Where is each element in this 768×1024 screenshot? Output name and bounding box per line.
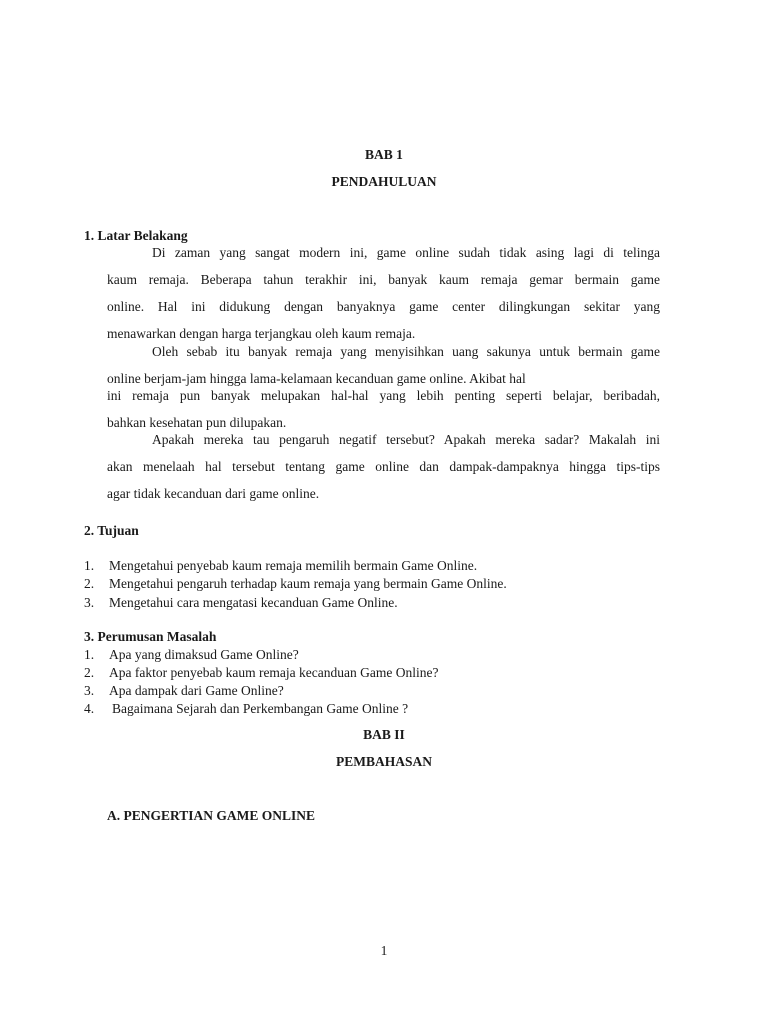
paragraph-line: ini remaja pun banyak melupakan hal-hal yang lebih penting seperti belajar, beribadah,	[107, 388, 660, 403]
paragraph-line: Apakah mereka tau pengaruh negatif tersebut? Apakah mereka sadar? Makalah ini	[152, 432, 660, 447]
chapter-subtitle: PENDAHULUAN	[331, 174, 437, 189]
list-item-number: 2.	[84, 576, 95, 591]
paragraph-line: kaum remaja. Beberapa tahun terakhir ini, banyak kaum remaja gemar bermain game	[107, 272, 660, 287]
list-item-text: Bagaimana Sejarah dan Perkembangan Game Online ?	[112, 701, 409, 716]
list-item-text: Apa yang dimaksud Game Online?	[109, 647, 299, 662]
section-heading-tujuan: 2. Tujuan	[84, 523, 139, 538]
list-item-number: 1.	[84, 558, 95, 573]
list-item-number: 2.	[84, 665, 95, 680]
section-heading-perumusan-masalah: 3. Perumusan Masalah	[84, 629, 217, 644]
paragraph-line: online berjam-jam hingga lama-kelamaan kecanduan game online. Akibat hal	[107, 371, 526, 386]
list-item-number: 1.	[84, 647, 95, 662]
paragraph-line: bahkan kesehatan pun dilupakan.	[107, 415, 287, 430]
chapter-title: BAB 1	[365, 147, 403, 162]
list-item-text: Mengetahui cara mengatasi kecanduan Game Online.	[109, 595, 398, 610]
list-item-text: Apa faktor penyebab kaum remaja kecanduan Game Online?	[109, 665, 439, 680]
list-item-number: 4.	[84, 701, 95, 716]
list-item-text: Mengetahui penyebab kaum remaja memilih bermain Game Online.	[109, 558, 478, 573]
list-item-text: Mengetahui pengaruh terhadap kaum remaja yang bermain Game Online.	[109, 576, 507, 591]
paragraph-line: akan menelaah hal tersebut tentang game online dan dampak-dampaknya hingga tips-tips	[107, 459, 660, 474]
paragraph-line: agar tidak kecanduan dari game online.	[107, 486, 320, 501]
paragraph-line: Di zaman yang sangat modern ini, game online sudah tidak asing lagi di telinga	[152, 245, 660, 260]
chapter-title: BAB II	[363, 727, 405, 742]
section-heading-latar-belakang: 1. Latar Belakang	[84, 228, 188, 243]
subsection-heading: A. PENGERTIAN GAME ONLINE	[107, 808, 316, 823]
paragraph-line: menawarkan dengan harga terjangkau oleh kaum remaja.	[107, 326, 416, 341]
list-item-number: 3.	[84, 683, 95, 698]
paragraph-line: online. Hal ini didukung dengan banyaknya game center dilingkungan sekitar yang	[107, 299, 660, 314]
paragraph-line: Oleh sebab itu banyak remaja yang menyisihkan uang sakunya untuk bermain game	[152, 344, 660, 359]
list-item-number: 3.	[84, 595, 95, 610]
list-item-text: Apa dampak dari Game Online?	[109, 683, 284, 698]
chapter-subtitle: PEMBAHASAN	[335, 754, 432, 769]
page-number: 1	[380, 943, 388, 958]
